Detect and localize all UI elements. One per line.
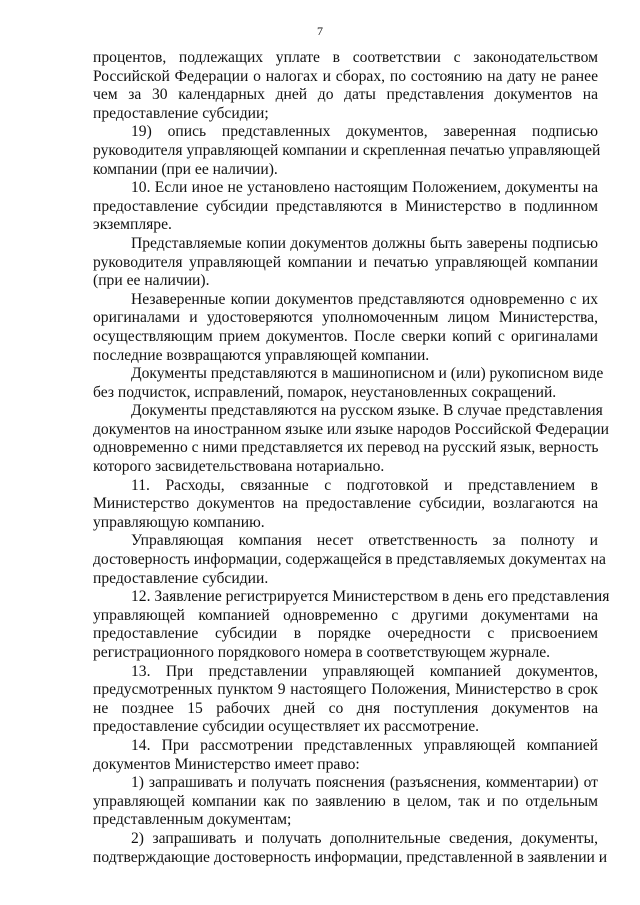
text-line: без подчисток, исправлений, помарок, неустановленных сокращений. bbox=[93, 383, 557, 401]
text-line: 11. Расходы, связанные с подготовкой и представлением в bbox=[131, 476, 598, 494]
text-line: 14. При рассмотрении представленных управляющей компанией bbox=[131, 736, 598, 754]
page-number: 7 bbox=[317, 24, 323, 38]
text-line: документов на иностранном языке или языке народов Российской Федерации bbox=[93, 420, 609, 438]
text-line: управляющей компанией одновременно с другими документами на bbox=[93, 606, 598, 624]
text-line: документов Министерство имеет право: bbox=[93, 755, 360, 773]
text-line: 19) опись представленных документов, заверенная подписью bbox=[131, 123, 598, 141]
text-line: Незаверенные копии документов представляются одновременно с их bbox=[131, 290, 598, 308]
text-line: компании (при ее наличии). bbox=[93, 160, 278, 178]
text-line: предусмотренных пунктом 9 настоящего Положения, Министерство в срок bbox=[93, 681, 598, 699]
text-line: Российской Федерации о налогах и сборах, по состоянию на дату не ранее bbox=[93, 67, 598, 85]
text-line: 13. При представлении управляющей компанией документов, bbox=[131, 662, 598, 680]
paragraph bbox=[93, 588, 610, 662]
document-body bbox=[93, 49, 610, 867]
paragraph bbox=[93, 365, 604, 402]
text-line: Документы представляются в машинописном и (или) рукописном виде bbox=[131, 365, 604, 383]
paragraph bbox=[93, 663, 598, 737]
text-line: регистрационного порядкового номера в соответствующем журнале. bbox=[93, 644, 551, 661]
paragraph bbox=[93, 235, 598, 291]
text-line: 1) запрашивать и получать пояснения (разъяснения, комментарии) от bbox=[131, 774, 598, 792]
text-line: Представляемые копии документов должны быть заверены подписью bbox=[131, 234, 598, 252]
text-line: оригиналами и удостоверяются уполномоченным лицом Министерства, bbox=[93, 309, 598, 327]
text-line: последние возвращаются управляющей компании. bbox=[93, 346, 430, 364]
text-line: Документы представляются на русском языке. В случае представления bbox=[131, 402, 603, 420]
paragraph bbox=[93, 737, 598, 774]
text-line: руководителя управляющей компании и скрепленная печатью управляющей bbox=[93, 141, 601, 159]
text-line: Министерство документов на предоставление субсидии, возлагаются на bbox=[93, 495, 598, 513]
text-line: не позднее 15 рабочих дней со дня поступления документов на bbox=[93, 699, 598, 717]
paragraph bbox=[93, 402, 609, 476]
text-line: осуществляющим прием документов. После сверки копий с оригиналами bbox=[93, 327, 598, 345]
text-line: достоверность информации, содержащейся в представляемых документах на bbox=[93, 551, 606, 569]
paragraph bbox=[93, 291, 598, 365]
paragraph bbox=[93, 532, 606, 588]
text-line: 2) запрашивать и получать дополнительные сведения, документы, bbox=[131, 829, 598, 847]
paragraph bbox=[93, 179, 598, 235]
text-line: предоставление субсидии. bbox=[93, 569, 269, 587]
paragraph bbox=[93, 829, 608, 867]
text-line: предоставление субсидии в порядке очередности с присвоением bbox=[93, 625, 598, 643]
text-line: представленным документам; bbox=[93, 811, 292, 829]
text-line: 12. Заявление регистрируется Министерством в день его представления bbox=[131, 588, 610, 606]
text-line: Управляющая компания несет ответственность за полноту и bbox=[131, 532, 598, 550]
text-line: (при ее наличии). bbox=[93, 272, 210, 290]
text-line: процентов, подлежащих уплате в соответствии с законодательством bbox=[93, 49, 598, 66]
text-line: экземпляре. bbox=[93, 216, 172, 234]
text-line: одновременно с ними представляется их перевод на русский язык, верность bbox=[93, 439, 599, 457]
text-line: предоставление субсидии осуществляет их рассмотрение. bbox=[93, 718, 480, 736]
text-line: чем за 30 календарных дней до даты представления документов на bbox=[93, 86, 598, 104]
text-line: предоставление субсидии представляются в Министерство в подлинном bbox=[93, 197, 598, 215]
text-line: управляющую компанию. bbox=[93, 513, 265, 531]
paragraph bbox=[93, 123, 601, 179]
paragraph bbox=[93, 49, 598, 123]
paragraph bbox=[93, 774, 598, 830]
text-line: руководителя управляющей компании и печатью управляющей компании bbox=[93, 253, 598, 271]
text-line: которого засвидетельствована нотариально. bbox=[93, 458, 385, 476]
text-line: управляющей компании как по заявлению в целом, так и по отдельным bbox=[93, 792, 598, 810]
text-line: предоставление субсидии; bbox=[93, 104, 269, 122]
text-line: 10. Если иное не установлено настоящим Положением, документы на bbox=[131, 179, 598, 197]
paragraph bbox=[93, 477, 598, 533]
text-line: подтверждающие достоверность информации, представленной в заявлении и bbox=[93, 848, 608, 866]
